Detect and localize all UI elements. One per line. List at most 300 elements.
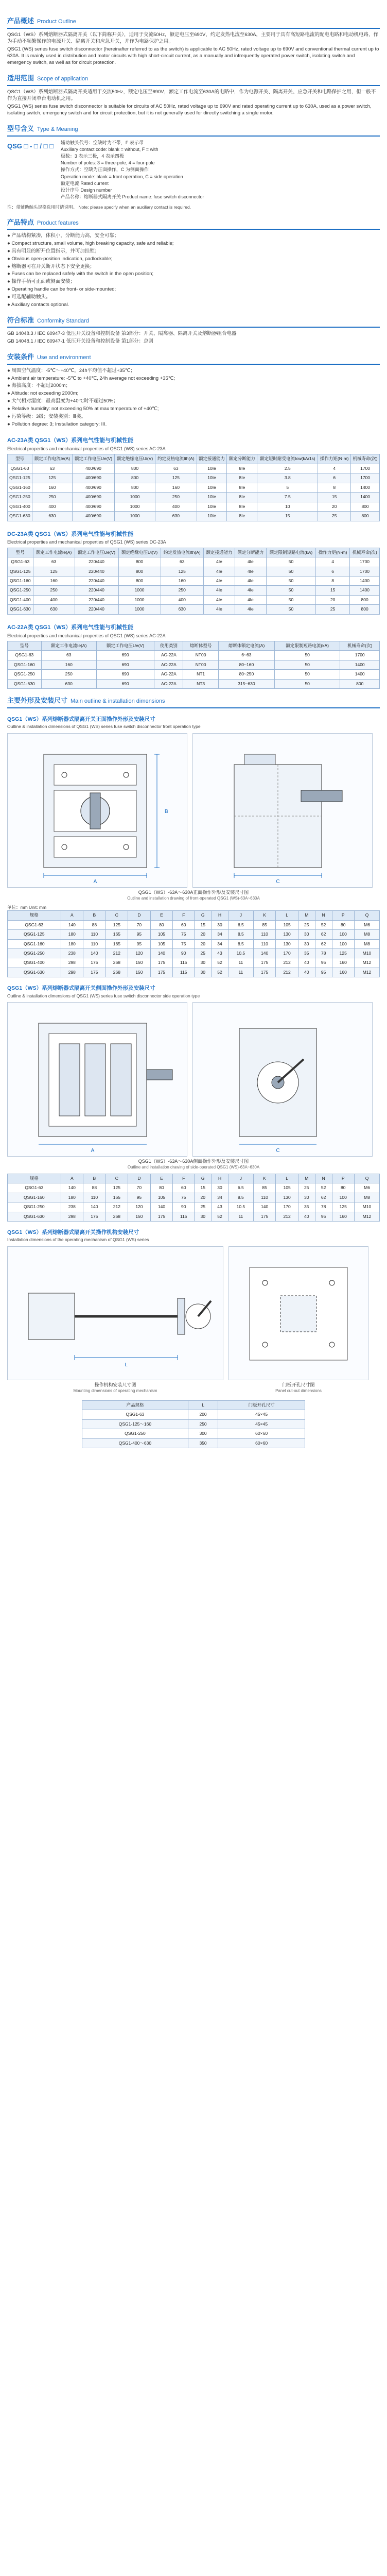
table-cell: 125 xyxy=(32,473,72,483)
table-cell: 140 xyxy=(83,948,106,958)
table-cell: 78 xyxy=(315,948,332,958)
table-cell: 800 xyxy=(115,483,155,492)
table-row xyxy=(8,502,380,511)
table-cell: 1000 xyxy=(118,586,161,595)
table-cell: 40 xyxy=(298,968,315,977)
table-header-row xyxy=(82,1400,305,1410)
table-cell: 160 xyxy=(332,958,355,968)
feature-item: ● 可选配辅助触头。 xyxy=(7,294,51,300)
table-cell: 25 xyxy=(316,605,350,614)
table-cell: 140 xyxy=(253,1202,276,1212)
application-title-cn: 适用范围 xyxy=(7,74,34,82)
table-cell: 175 xyxy=(253,958,276,968)
table-row xyxy=(8,473,380,483)
front-op-title-en: Outline & installation dimensions of QSG1 (WS) series fuse switch disconnector front operation type xyxy=(7,724,201,730)
table-cell: 300 xyxy=(188,1429,218,1438)
conformity-title-en: Conformity Standard xyxy=(37,317,89,324)
table-row xyxy=(8,1212,380,1221)
ac22-performance-table xyxy=(7,641,380,689)
table-cell: 400/690 xyxy=(72,502,114,511)
table-cell: 400/690 xyxy=(72,483,114,492)
table-cell: 800 xyxy=(115,464,155,473)
front-op-drawings xyxy=(7,733,380,888)
table-cell: 40 xyxy=(298,1212,315,1221)
model-title-en: Type & Meaning xyxy=(37,126,78,132)
table-cell: 34 xyxy=(212,1193,228,1202)
table-cell: QSG1-160 xyxy=(8,483,32,492)
features-title-cn: 产品特点 xyxy=(7,218,34,226)
table-cell: 100 xyxy=(332,930,355,939)
model-code: QSG □ - □ / □ □ xyxy=(7,142,54,150)
table-cell: NT1 xyxy=(183,670,218,679)
table-cell: 10.5 xyxy=(228,1202,253,1212)
table-cell: 125 xyxy=(105,1183,128,1193)
table-cell: 125 xyxy=(332,948,355,958)
table-cell: 630 xyxy=(33,605,75,614)
table-header-cell: N xyxy=(315,1174,332,1183)
table-cell: NT00 xyxy=(183,651,218,660)
table-cell: 4Ie xyxy=(204,586,235,595)
table-cell: 105 xyxy=(150,1193,173,1202)
side-view-drawing xyxy=(192,733,373,888)
table-cell: 63 xyxy=(32,464,72,473)
table-cell: 20 xyxy=(195,1193,212,1202)
table-cell: 50 xyxy=(274,670,340,679)
table-cell: 105 xyxy=(150,930,173,939)
table-header-cell: L xyxy=(276,1174,298,1183)
table-cell: 130 xyxy=(276,930,298,939)
features-list xyxy=(7,233,380,308)
table-cell: QSG1-400 xyxy=(8,502,32,511)
table-cell: AC-22A xyxy=(154,679,183,688)
table-header-cell: M xyxy=(298,1174,315,1183)
table-cell: 115 xyxy=(173,968,195,977)
model-line: 产品名称：熔断器式隔离开关 Product name: fuse switch disconnector xyxy=(60,194,204,199)
table-cell: 120 xyxy=(128,1202,151,1212)
model-line: 额定电流 Rated current xyxy=(60,180,109,186)
table-cell: 34 xyxy=(212,930,228,939)
table-cell: QSG1-125 xyxy=(8,567,33,576)
dc-table-caption: DC-23A类 QSG1（WS）系列电气性能与机械性能 xyxy=(7,531,134,537)
table-cell: QSG1-250 xyxy=(8,1202,61,1212)
table-cell: 630 xyxy=(32,512,72,521)
table-cell: 25 xyxy=(195,948,212,958)
table-header-cell: 额定工作电流Ie(A) xyxy=(32,454,72,464)
table-cell: 238 xyxy=(61,948,83,958)
feature-item: ● 具有明显的断开位置指示，并可加挂锁； xyxy=(7,248,100,255)
front-op-caption: QSG1（WS）-63A～630A正面操作外形及安装尺寸图 xyxy=(138,889,249,895)
table-cell: 140 xyxy=(150,1202,173,1212)
table-cell: 88 xyxy=(83,1183,106,1193)
front-view-drawing xyxy=(7,733,187,888)
table-row xyxy=(8,493,380,502)
table-cell: 20 xyxy=(195,939,212,948)
table-cell: 10Ie xyxy=(197,473,227,483)
conformity-title-cn: 符合标准 xyxy=(7,316,34,324)
table-cell: 6.5 xyxy=(228,920,253,929)
cutout-caption-wrap xyxy=(228,1380,368,1397)
model-line: Operation mode: blank = front operation, C = side operation xyxy=(60,174,183,179)
table-cell: 10Ie xyxy=(197,512,227,521)
mechanism-svg xyxy=(8,1247,223,1380)
table-cell: 1000 xyxy=(115,493,155,502)
ac-performance-table xyxy=(7,454,380,521)
table-header-row xyxy=(8,454,380,464)
table-header-cell: 约定发热电流Ith(A) xyxy=(155,454,197,464)
table-cell: 4Ie xyxy=(235,595,266,604)
table-cell: 125 xyxy=(155,473,197,483)
table-header-cell: L xyxy=(276,911,298,920)
front-op-dim-table xyxy=(7,910,380,977)
table-cell: 150 xyxy=(128,958,151,968)
table-header-cell: 额定限制短路电流(kA) xyxy=(266,548,315,557)
table-cell: 8.5 xyxy=(228,939,253,948)
model-heading xyxy=(7,124,380,133)
dc-performance-table xyxy=(7,548,380,615)
table-row xyxy=(8,939,380,948)
table-cell: 800 xyxy=(351,502,380,511)
table-cell: 400/690 xyxy=(72,464,114,473)
table-cell: 60 xyxy=(173,1183,195,1193)
table-header-cell: J xyxy=(228,1174,253,1183)
table-cell: 7.5 xyxy=(257,493,318,502)
table-header-cell: 操作力矩(N·m) xyxy=(316,548,350,557)
unit-note: 单位：mm Unit: mm xyxy=(7,904,47,910)
table-cell: 400 xyxy=(161,595,204,604)
table-cell: 160 xyxy=(33,577,75,586)
table-cell: 220/440 xyxy=(75,557,118,567)
table-cell: QSG1-400～630 xyxy=(82,1438,188,1448)
table-cell: 150 xyxy=(128,1212,151,1221)
ac-table-caption: AC-23A类 QSG1（WS）系列电气性能与机械性能 xyxy=(7,437,134,444)
table-cell: 100 xyxy=(332,1193,355,1202)
table-cell: 690 xyxy=(96,670,154,679)
table-cell: 8.5 xyxy=(228,930,253,939)
table-row xyxy=(8,586,380,595)
table-cell: 30 xyxy=(298,939,315,948)
table-cell: 4Ie xyxy=(204,577,235,586)
table-header-cell: B xyxy=(83,911,106,920)
table-row xyxy=(8,512,380,521)
table-cell: 1700 xyxy=(350,557,380,567)
conformity-heading xyxy=(7,316,380,325)
model-lines xyxy=(61,140,204,200)
table-row xyxy=(8,567,380,576)
table-cell: 10Ie xyxy=(197,464,227,473)
table-cell: 2.5 xyxy=(257,464,318,473)
table-cell: 250 xyxy=(33,586,75,595)
divider xyxy=(7,364,380,365)
table-header-cell: J xyxy=(228,911,253,920)
table-cell: 4Ie xyxy=(235,605,266,614)
table-cell: 630 xyxy=(155,512,197,521)
ac-table-caption-en: Electrical properties and mechanical properties of QSG1 (WS) series AC-23A xyxy=(7,446,166,452)
table-cell: 800 xyxy=(340,679,380,688)
table-cell: 10.5 xyxy=(228,948,253,958)
table-cell: 4Ie xyxy=(235,557,266,567)
table-header-cell: P xyxy=(332,1174,355,1183)
side-op-front-svg xyxy=(8,1003,187,1156)
table-header-cell: H xyxy=(212,1174,228,1183)
table-header-cell: K xyxy=(253,1174,276,1183)
table-cell: 4 xyxy=(316,557,350,567)
mechanism-drawings xyxy=(7,1246,380,1380)
table-cell: 10Ie xyxy=(197,493,227,502)
table-cell: 175 xyxy=(83,968,106,977)
table-cell: QSG1-63 xyxy=(8,1183,61,1193)
table-cell: 125 xyxy=(105,920,128,929)
table-header-cell: 额定工作电压Ue(V) xyxy=(75,548,118,557)
feature-item: ● 熔断器可在开关断开状态下安全更换； xyxy=(7,263,95,269)
table-cell: 6~63 xyxy=(218,651,274,660)
dimensions-title-en: Main outline & installation dimensions xyxy=(71,698,165,705)
ac22-table-caption: AC-22A类 QSG1（WS）系列电气性能与机械性能 xyxy=(7,624,134,631)
table-header-cell: D xyxy=(128,911,151,920)
table-cell: 160 xyxy=(332,968,355,977)
table-row xyxy=(8,1183,380,1193)
table-cell: 1000 xyxy=(118,595,161,604)
table-cell: 125 xyxy=(33,567,75,576)
front-view-svg xyxy=(8,734,187,887)
table-cell: 5 xyxy=(257,483,318,492)
table-cell: 63 xyxy=(161,557,204,567)
side-op-dim-table xyxy=(7,1174,380,1222)
table-cell: 80 xyxy=(332,920,355,929)
front-op-caption-en: Outline and installation drawing of front-operated QSG1 (WS)-63A~630A xyxy=(127,895,260,901)
table-cell: 212 xyxy=(276,958,298,968)
table-cell: 180 xyxy=(61,930,83,939)
table-cell: 400/690 xyxy=(72,473,114,483)
table-row xyxy=(8,1193,380,1202)
table-cell: 105 xyxy=(150,939,173,948)
table-cell: 95 xyxy=(128,939,151,948)
table-row xyxy=(8,679,380,688)
table-cell: 30 xyxy=(298,1193,315,1202)
table-cell: 800 xyxy=(351,512,380,521)
table-cell: 140 xyxy=(253,948,276,958)
table-cell: 1400 xyxy=(340,660,380,669)
cutout-caption-en: Panel cut-out dimensions xyxy=(275,1388,322,1394)
table-cell: 80~250 xyxy=(218,670,274,679)
table-cell: 175 xyxy=(83,1212,106,1221)
table-cell: 8 xyxy=(316,577,350,586)
table-cell: QSG1-63 xyxy=(8,651,42,660)
table-cell: 400/690 xyxy=(72,512,114,521)
table-cell: 15 xyxy=(316,586,350,595)
install-item: ● 周围空气温度：-5℃～+40℃，24h平均值不超过+35℃； xyxy=(7,367,135,374)
table-cell: 8.5 xyxy=(228,1193,253,1202)
table-cell: 52 xyxy=(212,958,228,968)
mechanism-table xyxy=(82,1400,305,1448)
table-row xyxy=(8,948,380,958)
table-cell: 220/440 xyxy=(75,605,118,614)
install-item: ● 大气相对湿度：最高温度为+40℃时不超过50%； xyxy=(7,398,118,404)
table-cell: 690 xyxy=(96,651,154,660)
table-cell: 160 xyxy=(32,483,72,492)
side-view-svg xyxy=(193,734,372,887)
table-header-cell: 机械寿命(次) xyxy=(350,548,380,557)
table-cell: 35 xyxy=(298,1202,315,1212)
table-cell: QSG1-63 xyxy=(8,557,33,567)
mechanism-drawing xyxy=(7,1246,223,1380)
features-title-en: Product features xyxy=(37,219,79,226)
table-cell: 100 xyxy=(332,939,355,948)
model-line: 辅助触头代号：空缺时为不带，F 表示带 xyxy=(60,140,144,145)
table-cell: 130 xyxy=(276,939,298,948)
table-cell: 212 xyxy=(105,1202,128,1212)
table-cell: 43 xyxy=(212,948,228,958)
table-cell: 75 xyxy=(173,930,195,939)
table-header-cell: 型号 xyxy=(8,548,33,557)
table-header-cell: 规格 xyxy=(8,911,61,920)
table-cell: 140 xyxy=(83,1202,106,1212)
table-cell: 80 xyxy=(332,1183,355,1193)
svg-text:C: C xyxy=(276,1148,280,1154)
table-cell: 250 xyxy=(41,670,96,679)
table-cell: 15 xyxy=(257,512,318,521)
svg-text:A: A xyxy=(91,1148,95,1154)
table-cell: 150 xyxy=(128,968,151,977)
table-header-row xyxy=(8,1174,380,1183)
table-cell: 125 xyxy=(161,567,204,576)
table-cell: 110 xyxy=(83,939,106,948)
table-cell: 800 xyxy=(118,577,161,586)
table-cell: QSG1-63 xyxy=(82,1410,188,1419)
table-cell: 400 xyxy=(33,595,75,604)
table-cell: 4Ie xyxy=(204,605,235,614)
table-row xyxy=(8,920,380,929)
table-cell: QSG1-630 xyxy=(8,968,61,977)
table-cell: 30 xyxy=(298,930,315,939)
table-cell: 175 xyxy=(83,958,106,968)
table-cell: 4 xyxy=(318,464,351,473)
table-header-cell: 额定工作电流Ie(A) xyxy=(41,641,96,650)
table-cell: 63 xyxy=(33,557,75,567)
table-cell: 95 xyxy=(315,968,332,977)
table-cell: 690 xyxy=(96,679,154,688)
table-cell: 630 xyxy=(41,679,96,688)
table-cell: 30 xyxy=(212,920,228,929)
install-title-en: Use and environment xyxy=(37,354,91,361)
install-item: ● Ambient air temperature: -5℃ to +40℃, 24h average not exceeding +35℃; xyxy=(7,375,175,381)
table-cell: 800 xyxy=(118,557,161,567)
table-cell: 95 xyxy=(128,1193,151,1202)
table-cell: QSG1-160 xyxy=(8,939,61,948)
feature-item: ● Compact structure, small volume, high breaking capacity, safe and reliable; xyxy=(7,241,174,247)
table-cell: 180 xyxy=(61,1193,83,1202)
table-cell: 238 xyxy=(61,1202,83,1212)
table-cell: 800 xyxy=(350,595,380,604)
table-cell: 63 xyxy=(155,464,197,473)
table-header-cell: 额定绝缘电压Ui(V) xyxy=(118,548,161,557)
side-op-front-drawing xyxy=(7,1002,187,1157)
table-header-cell: A xyxy=(61,911,83,920)
table-cell: 8 xyxy=(318,483,351,492)
svg-text:L: L xyxy=(125,1362,128,1368)
table-cell: 250 xyxy=(32,493,72,502)
install-item: ● 污染等级：3级；安装类别：Ⅲ类。 xyxy=(7,413,86,419)
table-cell: 8Ie xyxy=(227,473,257,483)
table-cell: 52 xyxy=(315,920,332,929)
table-cell: 315~630 xyxy=(218,679,274,688)
table-cell: 110 xyxy=(253,939,276,948)
table-header-cell: 额定限制短路电流(kA) xyxy=(274,641,340,650)
dc-table-caption-en: Electrical properties and mechanical properties of QSG1 (WS) series DC-23A xyxy=(7,539,166,545)
table-cell: 180 xyxy=(61,939,83,948)
table-cell: 250 xyxy=(188,1419,218,1429)
table-cell: 400 xyxy=(155,502,197,511)
table-header-row xyxy=(8,641,380,650)
table-row xyxy=(82,1410,305,1419)
table-cell: 8Ie xyxy=(227,464,257,473)
table-cell: 40 xyxy=(298,958,315,968)
table-cell: 30 xyxy=(195,1212,212,1221)
table-cell: 8Ie xyxy=(227,512,257,521)
table-cell: 10Ie xyxy=(197,502,227,511)
table-cell: 1700 xyxy=(340,651,380,660)
table-cell: 52 xyxy=(315,1183,332,1193)
table-cell: QSG1-400 xyxy=(8,958,61,968)
application-heading xyxy=(7,74,380,83)
table-cell: 170 xyxy=(276,1202,298,1212)
table-cell: 170 xyxy=(276,948,298,958)
model-title-cn: 型号含义 xyxy=(7,125,34,132)
dimensions-title-cn: 主要外形及安装尺寸 xyxy=(7,697,68,705)
table-cell: 75 xyxy=(173,1193,195,1202)
table-header-cell: 门板开孔尺寸 xyxy=(218,1400,305,1410)
table-header-cell: G xyxy=(195,1174,212,1183)
table-cell: 4Ie xyxy=(235,586,266,595)
install-title-cn: 安装条件 xyxy=(7,353,34,361)
install-list xyxy=(7,368,380,428)
table-cell: 60 xyxy=(173,920,195,929)
table-cell: 165 xyxy=(105,939,128,948)
install-item: ● Relative humidity: not exceeding 50% at max temperature of +40℃; xyxy=(7,405,159,412)
table-header-cell: 额定分断能力 xyxy=(235,548,266,557)
mechanism-caption-en: Mounting dimensions of operating mechanism xyxy=(73,1388,157,1394)
table-row xyxy=(8,595,380,604)
table-cell: 165 xyxy=(105,1193,128,1202)
table-header-cell: E xyxy=(150,911,173,920)
divider xyxy=(7,707,380,708)
table-cell: M12 xyxy=(355,1212,380,1221)
table-cell: 4Ie xyxy=(235,567,266,576)
model-line: 极数：3 表示三极，4 表示四极 xyxy=(60,154,124,159)
model-line: 设计序号 Design number xyxy=(60,187,112,193)
table-cell: 85 xyxy=(253,920,276,929)
table-cell: 60×60 xyxy=(218,1438,305,1448)
table-cell: 350 xyxy=(188,1438,218,1448)
side-op-side-svg xyxy=(193,1003,372,1156)
cutout-caption: 门板开孔尺寸图 xyxy=(282,1382,315,1387)
table-cell: 45×45 xyxy=(218,1419,305,1429)
table-cell: 20 xyxy=(316,595,350,604)
table-cell: QSG1-630 xyxy=(8,679,42,688)
table-cell: 80 xyxy=(150,920,173,929)
divider xyxy=(7,85,380,86)
table-cell: 400 xyxy=(32,502,72,511)
table-cell: 1400 xyxy=(351,493,380,502)
table-cell: 60×60 xyxy=(218,1429,305,1438)
table-cell: 110 xyxy=(253,930,276,939)
table-header-cell: 机械寿命(次) xyxy=(340,641,380,650)
table-cell: 25 xyxy=(318,512,351,521)
divider xyxy=(7,229,380,230)
table-header-cell: F xyxy=(173,1174,195,1183)
table-cell: 35 xyxy=(298,948,315,958)
model-diagram xyxy=(7,140,380,200)
table-header-cell: C xyxy=(105,1174,128,1183)
